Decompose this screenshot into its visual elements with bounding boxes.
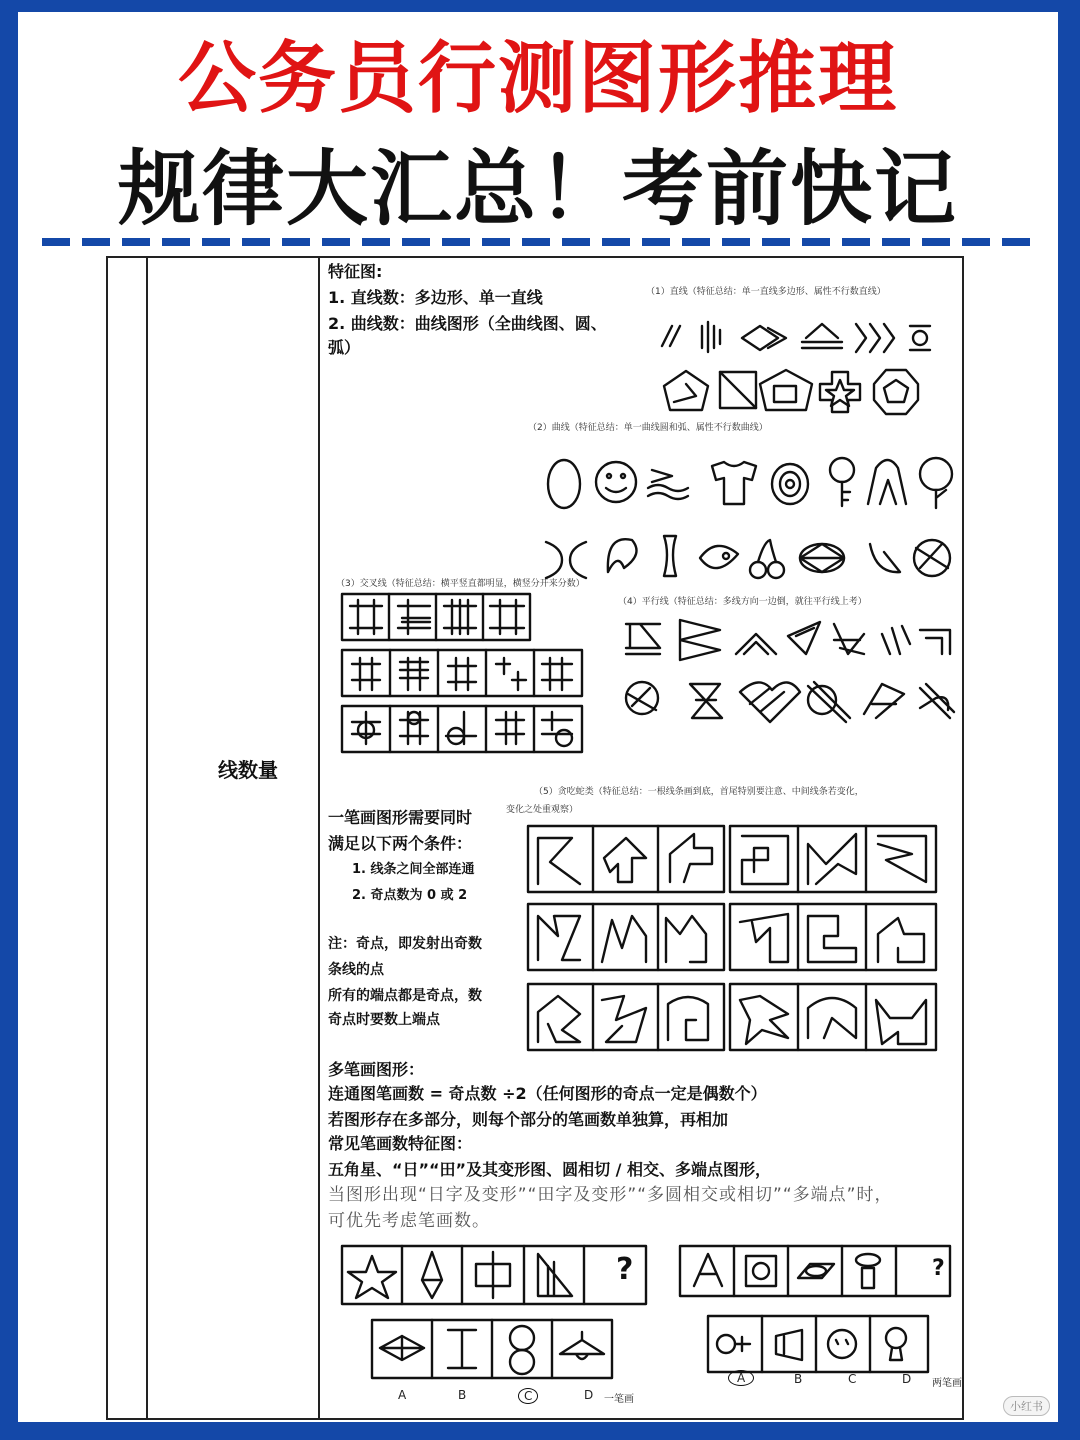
multi-stroke-tip: 当图形出现“日字及变形”“田字及变形”“多圆相交或相切”“多端点”时，	[328, 1185, 893, 1205]
multi-stroke-tip: 可优先考虑笔画数。	[328, 1211, 490, 1231]
feature-item: 1. 直线数：多边形、单一直线	[328, 288, 543, 307]
puzzle-option[interactable]: B	[794, 1372, 803, 1386]
table-divider	[146, 258, 148, 1418]
parallel-line-figures	[620, 614, 960, 734]
puzzle-note: 两笔画	[932, 1378, 962, 1389]
one-stroke-condition: 1. 线条之间全部连通	[352, 862, 475, 877]
straight-line-figures	[656, 306, 946, 416]
puzzle-note: 一笔画	[604, 1394, 634, 1405]
caption-snake-cont: 变化之处重观察）	[506, 805, 579, 815]
content-card	[18, 12, 1058, 1422]
puzzle-question-mark: ?	[616, 1252, 634, 1287]
puzzle-two-stroke	[678, 1244, 958, 1384]
page-title: 公务员行测图形推理	[177, 34, 898, 124]
feature-item: 2. 曲线数：曲线图形（全曲线图、圆、	[328, 314, 607, 333]
puzzle-option-answer[interactable]: C	[518, 1388, 538, 1404]
feature-heading: 特征图:	[328, 262, 383, 281]
watermark: 小红书	[1003, 1396, 1050, 1416]
one-stroke-note: 注：奇点，即发射出奇数	[328, 936, 482, 952]
dashed-divider	[42, 238, 1032, 246]
row-label: 线数量	[218, 758, 278, 782]
puzzle-option[interactable]: D	[584, 1388, 594, 1402]
multi-stroke-heading: 多笔画图形：	[328, 1060, 425, 1079]
multi-stroke-line: 常见笔画数特征图：	[328, 1134, 473, 1153]
one-stroke-heading: 满足以下两个条件：	[328, 834, 473, 853]
puzzle-option[interactable]: C	[848, 1372, 857, 1386]
one-stroke-note: 奇点时要数上端点	[328, 1012, 440, 1028]
caption-curve: （2）曲线（特征总结：单一曲线圆和弧、属性不行数曲线）	[528, 423, 768, 433]
puzzle-one-stroke	[340, 1244, 650, 1384]
cross-line-figures	[340, 592, 590, 762]
multi-stroke-line: 若图形存在多部分，则每个部分的笔画数单独算，再相加	[328, 1110, 729, 1129]
table-divider	[318, 258, 320, 1418]
puzzle-option[interactable]: B	[458, 1388, 467, 1402]
puzzle-question-mark: ?	[932, 1256, 945, 1281]
caption-parallel: （4）平行线（特征总结：多线方向一边倒，就往平行线上考）	[618, 597, 867, 607]
curve-figures	[536, 444, 956, 584]
one-stroke-note: 所有的端点都是奇点，数	[328, 988, 482, 1004]
feature-item: 弧）	[328, 338, 361, 357]
one-stroke-condition: 2. 奇点数为 0 或 2	[352, 888, 468, 903]
caption-snake: （5）贪吃蛇类（特征总结：一根线条画到底，首尾特别要注意、中间线条若变化，	[534, 787, 864, 797]
multi-stroke-line: 连通图笔画数 = 奇点数 ÷2（任何图形的奇点一定是偶数个）	[328, 1084, 767, 1103]
caption-straight: （1）直线（特征总结：单一直线多边形、属性不行数直线）	[646, 287, 886, 297]
one-stroke-note: 条线的点	[328, 962, 384, 978]
rules-table	[106, 256, 964, 1420]
page-subtitle: 规律大汇总！考前快记	[117, 142, 958, 237]
multi-stroke-line: 五角星、“日”“田”及其变形图、圆相切 / 相交、多端点图形，	[328, 1160, 772, 1179]
puzzle-option-answer[interactable]: A	[728, 1370, 754, 1386]
puzzle-option[interactable]: A	[398, 1388, 407, 1402]
caption-cross: （3）交叉线（特征总结：横平竖直都明显，横竖分开来分数）	[336, 579, 585, 589]
snake-figures	[526, 824, 946, 1054]
puzzle-option[interactable]: D	[902, 1372, 912, 1386]
one-stroke-heading: 一笔画图形需要同时	[328, 808, 473, 827]
